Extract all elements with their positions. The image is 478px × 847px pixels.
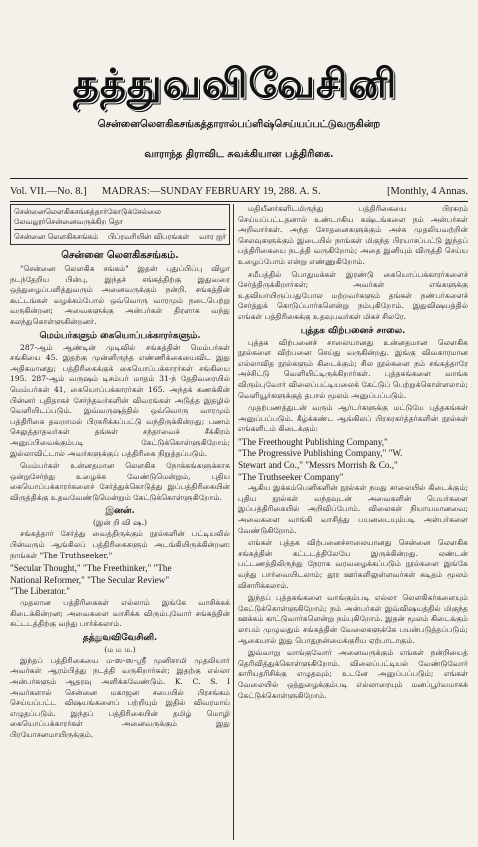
section-heading: மெம்பர்களும் கையொப்பக்காரர்களும். [39, 330, 201, 341]
masthead-tagline: சென்னைலௌகிகசங்கத்தாரால்பப்ளிஷ்செய்யப்பட்டுவருகின்ற [97, 119, 381, 130]
paragraph: ஆகிய இக்கம்பெனிகளின் நூல்கள் நமது சாலையில் கிடைக்கும்; புதிய நூல்கள் வந்தவுடன் அவைகளின் பெயர்களை இப்பத்திரிகையில் அறிவிப்போம். விலைகள் நியாயமானவை; அவைகளை வாங்கி வாசித்து பயனடையும்படி அன்பர்களை வேண்டுகிறோம். [238, 483, 468, 535]
publisher-line: "The Progressive Publishing Company," "W. [238, 448, 403, 459]
paragraph: இந்தப் பத்திரிகையை ம-ஸ-ஸ-ஸ்ரீ முனிசாமி முதலியார் அவர்கள் ஆரம்பித்து நடத்தி வருகிறார்கள்; இதற்கு எல்லா அன்பர்களும் ஆதரவு அளிக்கவேண்டும். K. C. S. I அவர்களால் சென்னை மகாஜன சபையில் பிரசங்கம் செய்யப்பட்ட விஷயங்களைப் பற்றியும் இதில் விவரமாய் எழுதப்படும். இந்தப் பத்திரிகையின் தமிழ் மொழி கையொப்பக்காரர்கள் அனைவருக்கும் இது பிரயோசனமாயிருக்கும். [10, 655, 230, 739]
publisher-line: "The Freethought Publishing Company," [238, 436, 388, 447]
notice-cell: சென்னை லௌகிகசங்கம் [14, 232, 99, 241]
left-column [10, 204, 230, 844]
paragraph: முதலான பத்திரிகைகள் எல்லாம் இங்கே வாசிக்கக் கிடைக்கின்றன; அவைகளை வாசிக்க விரும்புவோர் சங்கத்தின் கட்டடத்திற்கு வந்து பார்க்கலாம். [10, 598, 230, 629]
masthead-subtitle: வாராந்த திராவிட சுவக்கியான பத்திரிகை. [144, 149, 334, 160]
right-column [238, 204, 468, 844]
masthead [0, 0, 478, 160]
notice-line: சென்னைலௌகிகசங்கத்தார்கோடுக்சேல்லை [14, 207, 161, 216]
section-subheading: (இன் றி வி ஷ.) [92, 518, 147, 528]
paragraph: முதற்பணத்துடன் வரும் ஆர்டர்களுக்கு மட்டுமே புத்தகங்கள் அனுப்பப்படும். கீழ்க்கண்ட ஆங்கிலப் பிரசுரகர்த்தர்களின் நூல்கள் எங்களிடம் கிடைக்கும்: [238, 403, 468, 434]
paragraph: "சென்னை லௌகிக சங்கம்" இதன் புதுப்பிப்பு விழா நடந்தேறிய பின்பு, இந்தச் சங்கத்திற்கு இதுவரை ஒத்துழைப்பளித்துவரும் அனைவருக்கும் நன்றி. சங்கத்தின் கூட்டங்கள் வழக்கம்போல் ஒவ்வொரு வாரமும் நடைபெற்று வருகின்றன; அவைகளுக்கு அன்பர்கள் திரளாக வந்து கலந்துகொள்ளுகின்றனர். [10, 264, 230, 326]
paragraph: 287-ஆம் ஆண்டின் முடிவில் சங்கத்தின் மெம்பர்கள் சங்கியை 45. இதற்கு முன்னிருந்த எண்ணிக்கையைவிட இது அதிகமானது; பத்திரிகைக்குக் கையொப்பக்காரர்கள் சங்கியை 195. 287-ஆம் வருஷம் டிசம்பர் மாதம் 31-ந் தேதிவரையில் மெம்பர்கள் 41, கையொப்பக்காரர்கள் 165. அந்தக் கணக்கின் பின்னர் புதிதாகச் சேர்ந்தவர்களின் விவரங்கள் அடுத்த இதழில் வெளியிடப்படும். இவ்வருஷத்தில் ஒவ்வொரு வாரமும் பத்திரிகை தவறாமல் பிரசுரிக்கப்பட்டு வந்திருக்கின்றது; பணம் செலுத்தாதவர்கள் தங்கள் சந்தாவைச் சீக்கிரம் அனுப்பிவைக்கும்படி கேட்டுக்கொள்ளுகிறோம்; இல்லாவிட்டால் அவர்களுக்குப் பத்திரிகை நிறுத்தப்படும். [10, 342, 230, 458]
dateline-rule [10, 201, 468, 202]
paragraph: இவ்வாறு வாங்குவோர் அனைவருக்கும் எங்கள் நன்றியைத் தெரிவித்துக்கொள்ளுகிறோம். விலைப்பட்டியல் வேண்டுவோர் காரியதரிசிக்கு எழுதவும்; உடனே அனுப்பப்படும்; எங்கள் வேலையில் ஒத்துழைக்கும்படி எல்லாரையும் மனப்பூர்வமாகக் கேட்டுக்கொள்ளுகிறோம். [238, 648, 468, 700]
notice-line: லேவலூர்சென்னைவருக்கிற தொ [14, 217, 124, 226]
paragraph: மெம்பர்கள் உன்னதமான லௌகிக நோக்கங்களுக்காக ஒன்றுசேர்ந்து உழைக்க வேண்டுமென்றும், புதிய கையொப்பக்காரர்களைச் சேர்த்துக்கொடுத்து இப்பத்திரிகையின் விருத்திக்கு உதவவேண்டுமென்றும் கேட்டுக்கொள்ளுகிறோம். [10, 461, 230, 502]
section-subheading: (ம ம ம.) [104, 644, 136, 654]
paragraph: சமீபத்தில் பொதுமக்கள் இரண்டு கையொப்பக்காரர்களைச் சேர்த்திருக்கிறார்கள்; அவர்கள் எங்களுக்கு உதவியாயிருப்பதுபோல மற்றவர்களும் தங்கள் நண்பர்களைச் சேர்த்துக் கொடுப்பார்களென்று நம்புகிறோம். இதுவிஷயத்தில் எங்கள் பத்திரிகைக்கு உதவுபவர்கள் மிகச் சிலரே. [238, 269, 468, 321]
section-heading: தத்துவவிவேசினி. [82, 632, 158, 643]
notice-cell: வார ஐர் [199, 232, 226, 241]
section-heading: சென்னை லௌகிகசங்கம். [61, 250, 179, 261]
paragraph: இந்தப் புத்தகங்களை வாங்கும்படி எல்லா லௌகிகர்களையும் கேட்டுக்கொள்ளுகிறோம்; நம் அன்பர்கள் இவ்விஷயத்தில் மிகுந்த ஊக்கம் காட்டுவார்களென்று நம்புகிறோம். இதன் மூலம் கிடைக்கும் லாபம் முழுவதும் சங்கத்தின் வேலைகளுக்கே பயன்படுத்தப்படும்; ஆகையால் இது பொதுநன்மைக்குரிய ஏற்பாடாகும். [238, 593, 468, 645]
price: [Monthly, 4 Annas. [387, 186, 468, 197]
section-heading: புத்தக விற்பனைச் சாலை. [300, 325, 406, 336]
english-line: National Reformer," "The Secular Review" [10, 574, 170, 585]
publisher-line: "The Truthseeker Company" [238, 471, 344, 482]
notice-cell: பிப்ரவரியின் விபரங்கள் [108, 232, 190, 241]
volume-number: Vol. VII.—No. 8.] [10, 186, 87, 197]
publisher-line: Stewart and Co.," "Messrs Morrish & Co.," [238, 460, 398, 471]
issue-date: MADRAS:—SUNDAY FEBRUARY 19, 288. A. S. [102, 186, 321, 197]
english-line: "The Liberator." [10, 586, 71, 597]
newspaper-title: தத்துவவிவேசினி [72, 60, 398, 107]
top-rule [10, 178, 468, 179]
dateline [10, 184, 468, 200]
english-line: "Secular Thought," "The Freethinker," "The [10, 563, 172, 574]
paragraph: புத்தக விற்பனைச் சாலையானது உன்னதமான லௌகிக நூல்களை விற்பனை செய்து வருகின்றது. இங்கு விவகாரமான எல்லாவித நூல்களும் கிடைக்கும்; சில நூல்களை நம் சங்கத்தாரே அச்சிட்டு வெளியிட்டிருக்கிறார்கள். புத்தகங்களை வாங்க விரும்புவோர் விலைப்பட்டியலைக் கேட்டுப் பெற்றுக்கொள்ளலாம்; வெளியூர்களுக்குத் தபால் மூலம் அனுப்பப்படும். [238, 337, 468, 400]
paragraph: மதியீனர்களிடமிருந்து பத்திரிகையை பிரசுரம் செய்யப்பட்டதனால் உண்டாகிய கஷ்டங்களை நம் அன்பர்கள் அறிவார்கள். அந்த சோதனைகளுக்கும் அச்சு முதலியவற்றின் செலவுகளுக்கும் இடையில் நாங்கள் மிகுந்த பிரயாசப்பட்டு இந்தப் பத்திரிகையை நடத்தி வருகிறோம்; அதை இனியும் விருத்தி செய்ய உழைப்போம் என்று எண்ணுகிறோம். [238, 204, 468, 266]
paragraph: சங்கத்தார் சேர்த்து வைத்திருக்கும் நூல்களின் பட்டியலில் பின்வரும் ஆங்கிலப் பத்திரிகைகளும் அடங்கியிருக்கின்றன: நாங்கள் "The Truthseeker," [10, 529, 230, 560]
paragraph: எங்கள் புத்தக விற்பனைச்சாலையானது சென்னை லௌகிக சங்கத்தின் கட்டடத்திலேயே இருக்கின்றது. லண்டன் பட்டணத்திலிருந்து நேராக வரவழைக்கப்படும் நூல்களை இங்கே வந்து பார்வையிடலாம்; தூர ஊர்களிலுள்ளவர்கள் கடிதம் மூலம் விசாரிக்கலாம். [238, 538, 468, 590]
section-heading: இனன். [105, 506, 135, 517]
column-divider [233, 204, 234, 840]
notice-box [10, 204, 230, 245]
